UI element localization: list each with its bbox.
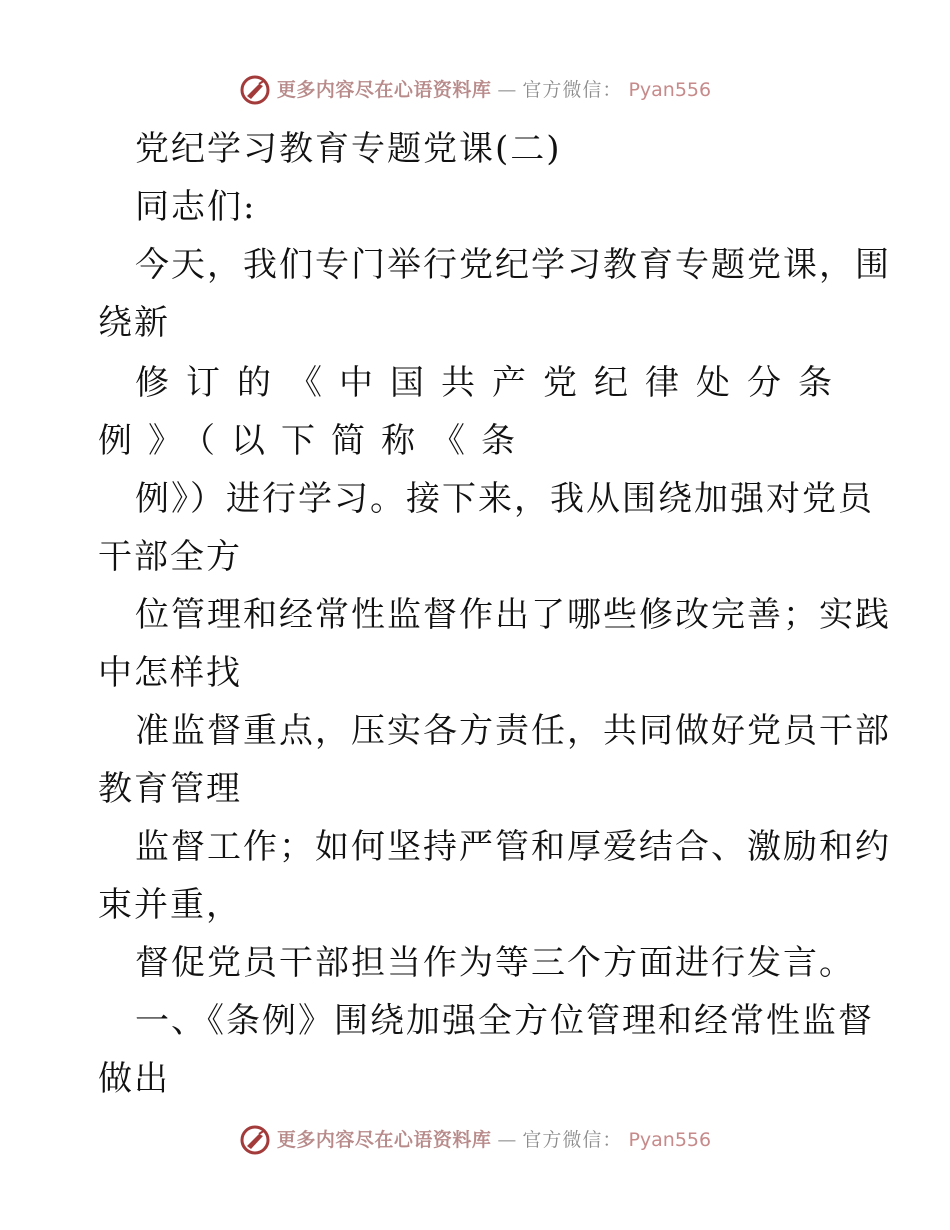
watermark-dash: —: [497, 1128, 517, 1151]
pen-logo-icon: [239, 1124, 271, 1156]
paragraph-line: 例》（以下简称《条: [98, 421, 531, 461]
paragraph-line: 中怎样找: [98, 653, 242, 693]
pen-logo-icon: [239, 74, 271, 106]
paragraph-line: 位管理和经常性监督作出了哪些修改完善；实践: [135, 595, 891, 635]
paragraph-line: 干部全方: [98, 537, 242, 577]
watermark-official-text: 官方微信：: [522, 1128, 623, 1151]
watermark-account-id: Pyan556: [628, 1128, 712, 1151]
paragraph-line: 监督工作；如何坚持严管和厚爱结合、激励和约: [135, 827, 891, 867]
watermark-official-text: 官方微信：: [522, 78, 623, 101]
section-heading-line: 一、《条例》围绕加强全方位管理和经常性监督: [135, 1001, 874, 1041]
watermark-brand-text: 更多内容尽在心语资料库: [276, 78, 492, 101]
document-title: 党纪学习教育专题党课(二): [135, 129, 562, 169]
paragraph-line: 例》）进行学习。接下来，我从围绕加强对党员: [135, 479, 874, 519]
paragraph-line: 绕新: [98, 303, 170, 343]
section-heading-line: 做出: [98, 1059, 170, 1099]
paragraph-line: 修订的《中国共产党纪律处分条: [135, 363, 849, 403]
paragraph-line: 准监督重点，压实各方责任，共同做好党员干部: [135, 711, 891, 751]
paragraph-line: 督促党员干部担当作为等三个方面进行发言。: [135, 943, 855, 983]
paragraph-line: 束并重，: [98, 885, 242, 925]
footer-watermark: [0, 1120, 950, 1160]
watermark-brand-text: 更多内容尽在心语资料库: [276, 1128, 492, 1151]
watermark-account-id: Pyan556: [628, 78, 712, 101]
header-watermark: [0, 70, 950, 110]
salutation: 同志们:: [135, 187, 257, 227]
paragraph-line: 今天，我们专门举行党纪学习教育专题党课，围: [135, 245, 891, 285]
watermark-dash: —: [497, 78, 517, 101]
paragraph-line: 教育管理: [98, 769, 242, 809]
